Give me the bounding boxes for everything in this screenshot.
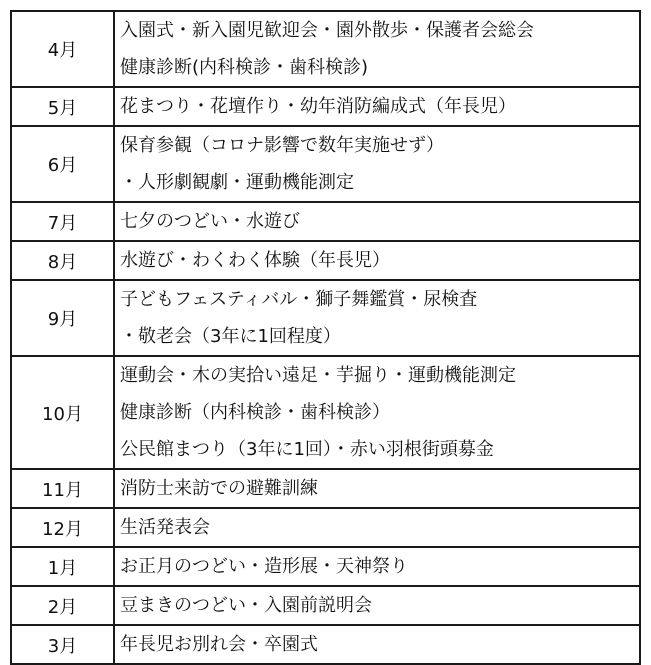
month-cell: 7月 [11,202,114,241]
annual-events-table [10,10,641,665]
table-row [11,547,640,586]
month-cell: 2月 [11,586,114,625]
events-cell [114,469,640,508]
table-row [11,11,640,87]
events-cell [114,11,640,87]
event-line: 入園式・新入園児歓迎会・園外散歩・保護者会総会 [120,20,534,41]
table-row [11,126,640,202]
event-line: 運動会・木の実拾い遠足・芋掘り・運動機能測定 [120,365,516,386]
events-cell [114,202,640,241]
event-line: 健康診断（内科検診・歯科検診） [120,402,390,423]
event-line: 消防士来訪での避難訓練 [120,478,318,499]
event-line: 水遊び・わくわく体験（年長児） [120,250,390,271]
events-cell [114,547,640,586]
event-line: 生活発表会 [120,517,210,538]
month-cell: 8月 [11,241,114,280]
event-line: 年長児お別れ会・卒園式 [120,634,318,655]
event-line: 七夕のつどい・水遊び [120,211,300,232]
table-row [11,586,640,625]
table-row [11,508,640,547]
event-line: ・敬老会（3年に1回程度） [120,326,341,347]
events-cell [114,356,640,469]
table-row [11,202,640,241]
month-cell: 12月 [11,508,114,547]
month-cell: 1月 [11,547,114,586]
month-cell: 11月 [11,469,114,508]
annual-events-table-body [11,11,640,664]
event-line: 保育参観（コロナ影響で数年実施せず） [120,135,444,156]
table-row [11,280,640,356]
events-cell [114,280,640,356]
events-cell [114,508,640,547]
event-line: 花まつり・花壇作り・幼年消防編成式（年長児） [120,96,516,117]
event-line: 子どもフェスティバル・獅子舞鑑賞・尿検査 [120,289,478,310]
table-row [11,87,640,126]
month-cell: 4月 [11,11,114,87]
events-cell [114,87,640,126]
event-line: お正月のつどい・造形展・天神祭り [120,556,408,577]
events-cell [114,241,640,280]
table-row [11,356,640,469]
month-cell: 5月 [11,87,114,126]
events-cell [114,586,640,625]
events-cell [114,126,640,202]
event-line: 公民館まつり（3年に1回）・赤い羽根街頭募金 [120,439,494,460]
event-line: 健康診断(内科検診・歯科検診) [120,57,369,78]
month-cell: 9月 [11,280,114,356]
month-cell: 3月 [11,625,114,664]
month-cell: 6月 [11,126,114,202]
event-line: 豆まきのつどい・入園前説明会 [120,595,372,616]
table-row [11,625,640,664]
table-row [11,241,640,280]
month-cell: 10月 [11,356,114,469]
table-row [11,469,640,508]
event-line: ・人形劇観劇・運動機能測定 [120,172,354,193]
events-cell [114,625,640,664]
